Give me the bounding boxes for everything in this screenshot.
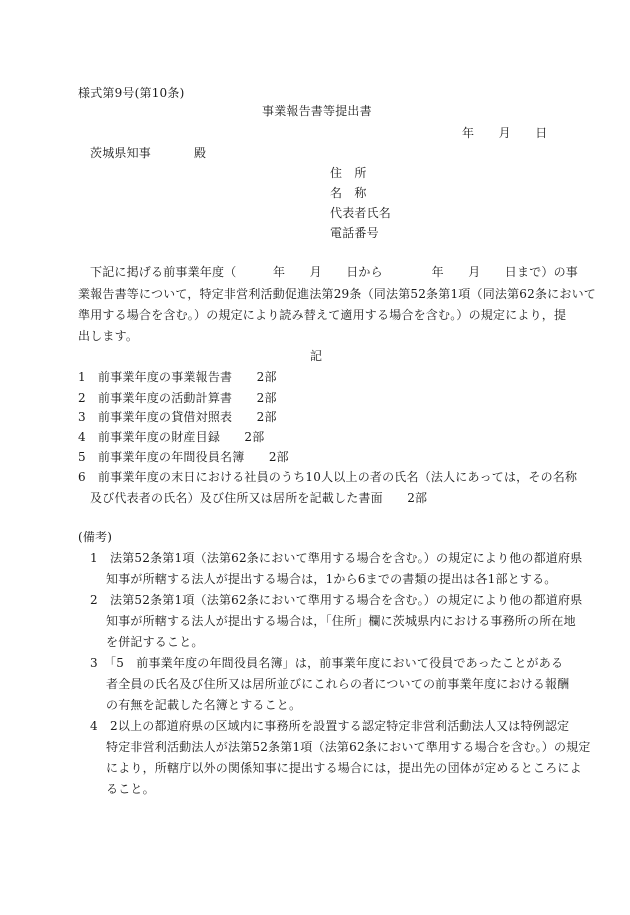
list-item: 1 前事業年度の事業報告書 2部 [78,370,277,384]
list-item: 2 前事業年度の活動計算書 2部 [78,391,277,405]
note-line: 特定非営利活動法人が法第52条第1項（法第62条において準用する場合を含む。）の規定 [106,740,591,754]
body-line-3: 準用する場合を含む。）の規定により読み替えて適用する場合を含む。）の規定により，提 [78,308,567,322]
note-line: 3 「5 前事業年度の年間役員名簿」は，前事業年度において役員であったことがある [90,656,564,670]
note-line: を併記すること。 [106,635,204,649]
list-item: 3 前事業年度の貸借対照表 2部 [78,410,277,424]
body-line-1: 下記に掲げる前事業年度（ 年 月 日から 年 月 日まで）の事 [90,265,579,279]
date-line: 年 月 日 [462,126,548,140]
list-item: 6 前事業年度の末日における社員のうち10人以上の者の氏名（法人にあっては，その名称 [78,470,578,484]
note-line: 4 2以上の都道府県の区域内に事務所を設置する認定特定非営利活動法人又は特例認定 [90,719,570,733]
note-line: 知事が所轄する法人が提出する場合は，「住所」欄に茨城県内における事務所の所在地 [106,614,576,628]
phone-label: 電話番号 [330,226,379,240]
document-title: 事業報告書等提出書 [262,104,372,118]
note-line: により，所轄庁以外の関係知事に提出する場合には，提出先の団体が定めるところによ [106,761,582,775]
addressee-recipient: 茨城県知事 [90,146,152,160]
note-line: 1 法第52条第1項（法第62条において準用する場合を含む。）の規定により他の都道府県 [90,551,583,565]
form-number: 様式第9号(第10条) [78,86,185,100]
note-line: 2 法第52条第1項（法第62条において準用する場合を含む。）の規定により他の都道府県 [90,593,583,607]
representative-label: 代表者氏名 [330,206,392,220]
addressee-honorific: 殿 [194,146,207,160]
notes-heading: (備考) [78,530,113,544]
name-label: 名 称 [330,186,367,200]
note-line: ること。 [106,782,155,796]
note-line: 者全員の氏名及び住所又は居所並びにこれらの者についての前事業年度における報酬 [106,677,570,691]
list-item: 及び代表者の氏名）及び住所又は居所を記載した書面 2部 [90,491,428,505]
note-line: の有無を記載した名簿とすること。 [106,698,302,712]
ki-heading: 記 [310,349,323,363]
list-item: 5 前事業年度の年間役員名簿 2部 [78,450,289,464]
body-line-4: 出します。 [78,329,139,343]
address-label: 住 所 [330,166,367,180]
note-line: 知事が所轄する法人が提出する場合は，1から6までの書類の提出は各1部とする。 [106,572,557,586]
list-item: 4 前事業年度の財産目録 2部 [78,430,265,444]
body-line-2: 業報告書等について，特定非営利活動促進法第29条（同法第52条第1項（同法第62条において [78,287,596,301]
